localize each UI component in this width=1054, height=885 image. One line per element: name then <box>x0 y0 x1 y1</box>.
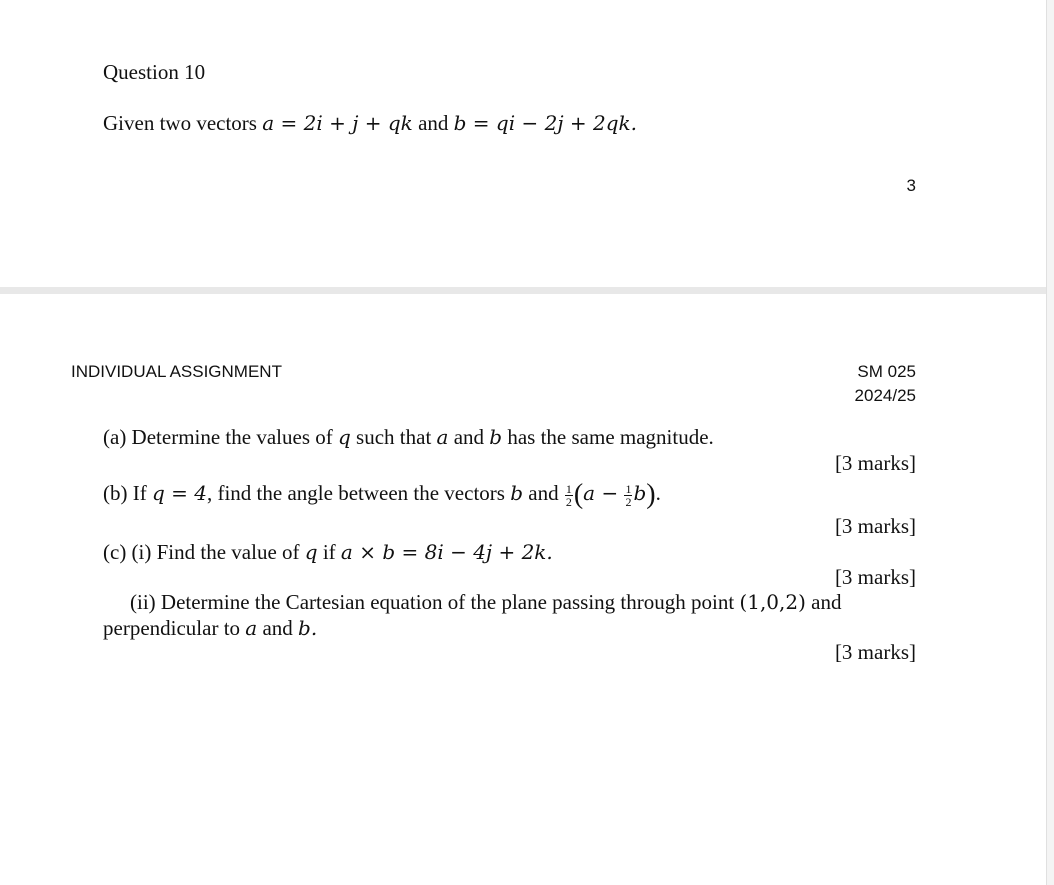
part-c-cross-product: a × b = 8i − 4j + 2k. <box>340 540 553 564</box>
intro-prefix: Given two vectors <box>103 111 257 135</box>
part-c-text-1: (c) (i) Find the value of <box>103 540 300 564</box>
course-code: SM 025 <box>857 362 916 381</box>
part-b: (b) If q = 4, find the angle between the vectors b and $\frac{1}{2}$ (a − $\frac{1}{2}$ b). <box>103 479 661 510</box>
part-c-i <box>103 540 553 565</box>
part-c-ii-line-1 <box>130 590 842 615</box>
fraction-one-half: $\frac{1}{2}$ <box>565 481 572 509</box>
question-title: Question 10 <box>103 60 206 84</box>
part-a <box>103 425 714 450</box>
part-c-ii-text-1: (ii) Determine the Cartesian equation of the plane passing through point <box>130 590 735 614</box>
part-b-expr-b: b <box>633 481 647 505</box>
part-c-ii-marks: [3 marks] <box>834 640 916 664</box>
part-b-and: and <box>528 481 559 505</box>
vector-a-definition: a = 2i + j + qk <box>262 111 413 135</box>
part-c-ii-vector-b: b. <box>298 616 318 640</box>
session-year: 2024/25 <box>854 386 916 405</box>
header-left: INDIVIDUAL ASSIGNMENT <box>71 362 282 381</box>
part-a-vector-b: b <box>489 425 503 449</box>
page-top <box>0 0 1046 287</box>
part-b-text-2: , find the angle between the vectors <box>206 481 505 505</box>
part-c-i-marks: [3 marks] <box>834 565 916 589</box>
page-number: 3 <box>906 176 916 195</box>
part-b-vector-b: b <box>510 481 524 505</box>
vector-b-definition: b = qi − 2j + 2qk. <box>453 111 637 135</box>
part-c-q: q <box>304 540 318 564</box>
fraction-one-half-inner: $\frac{1}{2}$ <box>625 481 632 509</box>
part-b-marks: [3 marks] <box>834 514 916 538</box>
part-b-expr-a: a − <box>583 481 619 505</box>
part-b-condition: q = 4 <box>151 481 207 505</box>
part-a-text-3: has the same magnitude. <box>507 425 714 449</box>
part-a-vector-a: a <box>436 425 449 449</box>
part-c-ii-line-2 <box>103 616 317 641</box>
part-b-text-1: (b) If <box>103 481 147 505</box>
part-c-if: if <box>322 540 336 564</box>
page-bottom <box>0 294 1046 885</box>
question-intro <box>103 111 637 136</box>
intro-and: and <box>418 111 449 135</box>
part-a-text-2: such that <box>356 425 432 449</box>
part-a-text-1: (a) Determine the values of <box>103 425 333 449</box>
part-a-marks: [3 marks] <box>834 451 916 475</box>
part-c-ii-and: and <box>811 590 842 614</box>
part-a-and: and <box>453 425 485 449</box>
part-a-q: q <box>337 425 351 449</box>
page-separator <box>0 287 1046 294</box>
part-c-ii-text-2: perpendicular to <box>103 616 241 640</box>
vertical-scrollbar[interactable] <box>1046 0 1054 885</box>
part-c-ii-and-2: and <box>262 616 293 640</box>
part-c-ii-point: (1,0,2) <box>739 590 806 614</box>
part-c-ii-vector-a: a <box>245 616 258 640</box>
